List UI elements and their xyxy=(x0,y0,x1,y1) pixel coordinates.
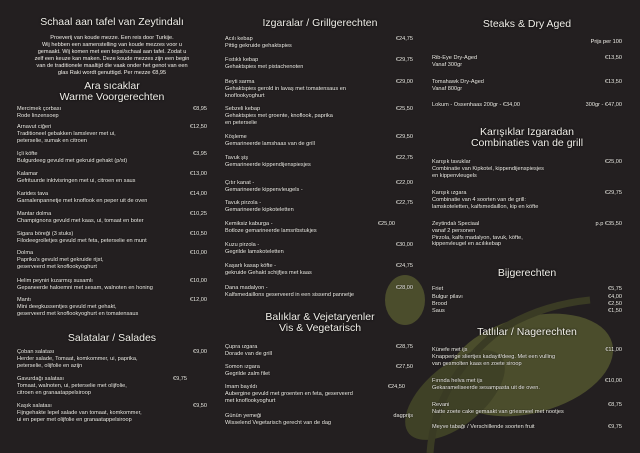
menu-item-price: €13,00 xyxy=(189,171,207,177)
menu-item xyxy=(225,36,413,50)
menu-item-name: Dana madalyon - xyxy=(225,285,268,291)
menu-item-price: €4,00 xyxy=(608,294,622,300)
menu-item-price: €24,75 xyxy=(395,36,413,42)
menu-item-name: Kaşarlı kasap köfte - xyxy=(225,263,276,269)
menu-item-description: Pittig gekruide gehaktspies xyxy=(225,42,292,49)
menu-item xyxy=(432,159,622,179)
menu-item-price: €11,00 xyxy=(605,347,622,353)
menu-item-name: Karışık ızgara xyxy=(432,190,467,196)
menu-item-description: gekruide Gehakt schijfjes met kaas xyxy=(225,269,312,276)
menu-item-description: Wisselend Vegetarisch gerecht van de dag xyxy=(225,419,332,426)
menu-item-price: €29,50 xyxy=(395,134,413,140)
menu-item-name: Tomahawk Dry-Aged xyxy=(432,79,484,85)
menu-item-name: Mercimek çorbası xyxy=(17,106,62,112)
menu-item xyxy=(17,278,207,292)
menu-item-description: Gegrilde zalm filet xyxy=(225,370,270,377)
menu-item-name: Karides tava xyxy=(17,191,49,197)
menu-item xyxy=(432,55,622,69)
steaks-title: Steaks & Dry Aged xyxy=(482,18,572,30)
menu-item-description: Vanaf 800gr xyxy=(432,85,463,92)
menu-item-price: €29,00 xyxy=(395,79,413,85)
fish-vegetarian-title: Balıklar & Vejetaryenler Vis & Vegetarisch xyxy=(265,311,375,334)
menu-item xyxy=(17,124,207,144)
menu-item-name: Içli köfte xyxy=(17,151,38,157)
menu-item-price: €30,00 xyxy=(395,242,413,248)
menu-item-name: Helim peyniri kızarmış susamlı xyxy=(17,278,93,284)
menu-item-name: Arnavut ciğeri xyxy=(17,124,52,130)
menu-item-price: €25,50 xyxy=(395,106,413,112)
menu-item-description: vanaf 2 personen Pirzola, kalfs madalyon, tavuk, köfte, kippenvleugel en acılıkebap xyxy=(432,227,523,248)
menu-item-price: €24,50 xyxy=(387,384,405,390)
menu-item xyxy=(17,211,207,225)
price-per-100-note: Prijs per 100 xyxy=(590,39,622,45)
menu-item xyxy=(432,102,622,109)
menu-item xyxy=(225,200,413,214)
menu-item xyxy=(225,155,413,169)
menu-item xyxy=(17,106,207,120)
menu-item-price: €13,50 xyxy=(604,55,622,61)
menu-item-price: €25,00 xyxy=(604,159,622,165)
menu-item-name: Künefe met ijs xyxy=(432,347,468,353)
mezze-title: Schaal aan tafel van Zeytindalı xyxy=(40,16,184,28)
menu-item-description: Knapperige sliertjes kadayif/deeg. Met een vulling van gesmolten kaas en zoete siroop xyxy=(432,353,556,367)
menu-item-description: Gepaneerde haloemni met sesam, walnoten en honing xyxy=(17,284,153,291)
warm-starters-title: Ara sıcaklar Warme Voorgerechten xyxy=(59,80,165,103)
menu-item-description: Gekarameliseerde sesampasta uit de oven. xyxy=(432,384,540,391)
menu-item-name: Imam bayıldı xyxy=(225,384,258,390)
menu-item xyxy=(225,384,413,404)
menu-item xyxy=(432,378,622,392)
menu-item-name: Günün yemeği xyxy=(225,413,262,419)
menu-item-description: Botloze gemarineerde lamsribstukjes xyxy=(225,227,317,234)
menu-item-price: €3,95 xyxy=(193,151,207,157)
menu-item-description: Mini deegkussentjes gevuld met gehakt, geserveerd met knoflookyoghurt en tomatensaus xyxy=(17,303,139,317)
menu-item xyxy=(225,106,413,126)
menu-item-name: Kuzu pirzola - xyxy=(225,242,260,248)
menu-item-name: Çupra ızgara xyxy=(225,344,258,350)
menu-item-name: Brood xyxy=(432,301,447,307)
menu-item-description: Natte zoete cake gemaakt van griesmeel met nootjes xyxy=(432,408,564,415)
menu-item-name: Gavurdağı salatası xyxy=(17,376,64,382)
menu-item-name: Köşleme xyxy=(225,134,247,140)
menu-item-name: Çoban salatası xyxy=(17,349,55,355)
menu-item xyxy=(17,231,207,245)
menu-item xyxy=(432,301,622,308)
menu-item-price: €10,00 xyxy=(604,378,622,384)
menu-item-price: €29,75 xyxy=(395,57,413,63)
menu-item xyxy=(432,221,622,248)
menu-item-name: Kalamar xyxy=(17,171,38,177)
menu-item-name: Revani xyxy=(432,402,450,408)
menu-item-name: Mantı xyxy=(17,297,31,303)
menu-item-price: €12,00 xyxy=(189,297,207,303)
menu-item-name: Karışık tavuklar xyxy=(432,159,471,165)
menu-item xyxy=(225,242,413,256)
menu-item-name: Kaşık salatası xyxy=(17,403,52,409)
menu-item xyxy=(225,57,413,71)
menu-item-description: Filodeegrolletjes gevuld met feta, peterselie en munt xyxy=(17,237,147,244)
menu-item xyxy=(432,286,622,293)
desserts-title: Tatlılar / Nagerechten xyxy=(477,326,577,338)
menu-item xyxy=(432,424,622,431)
side-dishes-title: Bijgerechten xyxy=(497,267,557,279)
menu-item-price: €9,75 xyxy=(173,376,187,382)
menu-item-description: Gehaktspies gerold in lavaş met tomatensaus en knoflookyoghurt xyxy=(225,85,346,99)
menu-item-price: €28,75 xyxy=(395,344,413,350)
menu-item xyxy=(432,79,622,93)
menu-item-description: Fijngehakte lepel salade van tomaat, komkommer, ui en peper met olijfolie en granaatappelsiroop xyxy=(17,409,142,423)
menu-item xyxy=(225,344,413,358)
menu-item-price: €10,00 xyxy=(189,250,207,256)
menu-item-price: €29,75 xyxy=(604,190,622,196)
menu-item-description: Paprika's gevuld met gekruide rijst, geserveerd met knoflookyoghurt xyxy=(17,256,104,270)
menu-item-name: Fırında helva met ijs xyxy=(432,378,483,384)
menu-item-description: Tomaat, walnoten, ui, peterselie met olijfolie, citroen en granaatappelsiroop xyxy=(17,382,127,396)
menu-item-description: Kalfsmedaillons geserveerd in een sissend pannetje xyxy=(225,291,355,298)
menu-item-price: €10,25 xyxy=(189,211,207,217)
menu-item-name: Somon ızgara xyxy=(225,364,260,370)
menu-item-price: €25,00 xyxy=(377,221,395,227)
menu-item-description: Combinatie van Kipkotel, kippendijenspiesjes en kippenvleugels xyxy=(432,165,544,179)
menu-item-price: €24,75 xyxy=(395,263,413,269)
combinations-title: Karışıklar Izgaradan Combinaties van de grill xyxy=(470,126,584,149)
menu-item-description: Gemarineerde kippenvleugels - xyxy=(225,186,303,193)
menu-item xyxy=(225,263,413,277)
menu-item-price: €22,75 xyxy=(395,155,413,161)
mezze-description: Proeverij van koude mezze. Een reis door Turkije. Wij hebben een samenstelling van koude mezzes voor u gemaakt. Wij komen met een tepsi/schaal aan tafel. Zodat u zelf een keuze kan maken. Deze koude mezzes zijn een begin van de traditionele maaltijd die vaak onder het genot van een glas Raki wordt genuttigd. Per mezze €8,95 xyxy=(34,35,190,76)
menu-item xyxy=(17,191,207,205)
menu-item-name: Sigara böreği (3 stuks) xyxy=(17,231,74,237)
menu-item-name: Dolma xyxy=(17,250,34,256)
menu-item-name: Zeytindalı Speciaal xyxy=(432,221,480,227)
menu-item xyxy=(17,250,207,270)
menu-item-name: Beyti sarma xyxy=(225,79,255,85)
menu-item-price: €13,50 xyxy=(604,79,622,85)
menu-item-name: Çıtır kanat - xyxy=(225,180,255,186)
menu-item-description: Aubergine gevuld met groenten en feta, geserveerd met knoflookyoghurt xyxy=(225,390,353,404)
menu-item xyxy=(432,402,622,416)
menu-item-name: Sebzeli kebap xyxy=(225,106,261,112)
menu-item-description: Gegrilde lamskoteletten xyxy=(225,248,284,255)
menu-item-price: €12,50 xyxy=(189,124,207,130)
menu-item-name: Saus xyxy=(432,308,445,314)
menu-item-price: €9,50 xyxy=(193,403,207,409)
menu-item-description: Vanaf 300gr xyxy=(432,61,463,68)
menu-item-name: Acılı kebap xyxy=(225,36,253,42)
menu-item-name: Rib-Eye Dry-Aged xyxy=(432,55,478,61)
menu-item-description: Dorade van de grill xyxy=(225,350,272,357)
menu-item-description: Rode linzensoep xyxy=(17,112,59,119)
menu-item-price: €22,75 xyxy=(395,200,413,206)
menu-item-price: p.p €35,50 xyxy=(595,221,622,227)
menu-item xyxy=(17,151,207,165)
menu-item-name: Tavuk pirzola - xyxy=(225,200,262,206)
menu-item-price: €2,50 xyxy=(608,301,622,307)
menu-item-description: Gefrituurde inktvisringen met ui, citroen en saus xyxy=(17,177,136,184)
menu-item-description: Gehaktspies met groente, knoflook, paprika en peterselie xyxy=(225,112,333,126)
menu-item-name: Lokum - Ossenhaas 200gr - €34,00 xyxy=(432,102,520,108)
menu-item-price: €10,00 xyxy=(189,278,207,284)
menu-item-description: Combinatie van 4 soorten van de grill: lamskoteletten, kalfsmedaillon, kip en köfte xyxy=(432,196,539,210)
menu-item-name: Mantar dolma xyxy=(17,211,52,217)
menu-item xyxy=(225,134,413,148)
menu-item-price: €8,95 xyxy=(193,106,207,112)
menu-item xyxy=(432,190,622,210)
menu-item xyxy=(225,221,413,235)
menu-item xyxy=(225,79,413,99)
menu-item-price: €9,00 xyxy=(193,349,207,355)
menu-item-description: Gemarineerde kipkoteletten xyxy=(225,206,294,213)
menu-item-price: €9,75 xyxy=(608,424,622,430)
menu-item-description: Gehaktspies met pistachenoten xyxy=(225,63,304,70)
menu-item xyxy=(17,297,207,317)
menu-item-description: Herder salade, Tomaat, komkommer, ui, paprika, peterselie, olijfolie en azijn xyxy=(17,355,138,369)
grill-title: Izgaralar / Grillgerechten xyxy=(262,17,378,29)
menu-item xyxy=(17,349,207,369)
menu-item xyxy=(225,180,413,194)
menu-item xyxy=(17,376,207,396)
menu-item-description: Traditioneel gebakken lamslever met ui, peterselie, sumak en citroen xyxy=(17,130,116,144)
menu-item xyxy=(225,413,413,427)
menu-item xyxy=(225,364,413,378)
menu-item-name: Kemiksiz kaburga - xyxy=(225,221,273,227)
menu-item-name: Meyve tabağı / Verschillende soorten fruit xyxy=(432,424,535,430)
menu-item xyxy=(432,347,622,367)
menu-item-price: €22,00 xyxy=(395,180,413,186)
menu-item-name: Friet xyxy=(432,286,444,292)
menu-item-price: 300gr - €47,00 xyxy=(585,102,622,108)
menu-item-name: Tavuk şiş xyxy=(225,155,249,161)
salads-title: Salatalar / Salades xyxy=(67,332,157,344)
menu-item xyxy=(432,308,622,315)
menu-item-description: Champignons gevuld met kaas, ui, tomaat en boter xyxy=(17,217,144,224)
menu-item-price: €14,00 xyxy=(189,191,207,197)
menu-item-price: €28,00 xyxy=(395,285,413,291)
menu-item-description: Gemarineerde lamshaas van de grill xyxy=(225,140,315,147)
menu-item-name: Bulgur pilavı xyxy=(432,294,463,300)
menu-item xyxy=(17,403,207,423)
menu-item-price: €8,75 xyxy=(608,402,622,408)
menu-item xyxy=(225,285,413,299)
menu-item-price: €1,50 xyxy=(608,308,622,314)
menu-item-description: Bulgurdeeg gevuld met gekruid gehakt (p/st) xyxy=(17,157,128,164)
menu-item xyxy=(17,171,207,185)
menu-item-price: €10,50 xyxy=(189,231,207,237)
menu-item-price: €27,50 xyxy=(395,364,413,370)
menu-item xyxy=(432,294,622,301)
menu-item-price: €5,75 xyxy=(608,286,622,292)
menu-item-description: Garnalenpannetje met knoflook en peper uit de oven xyxy=(17,197,148,204)
menu-item-price: dagprijs xyxy=(393,413,413,419)
menu-item-description: Gemarineerde kippendijenspiesjes xyxy=(225,161,311,168)
menu-item-name: Fıstıklı kebap xyxy=(225,57,259,63)
